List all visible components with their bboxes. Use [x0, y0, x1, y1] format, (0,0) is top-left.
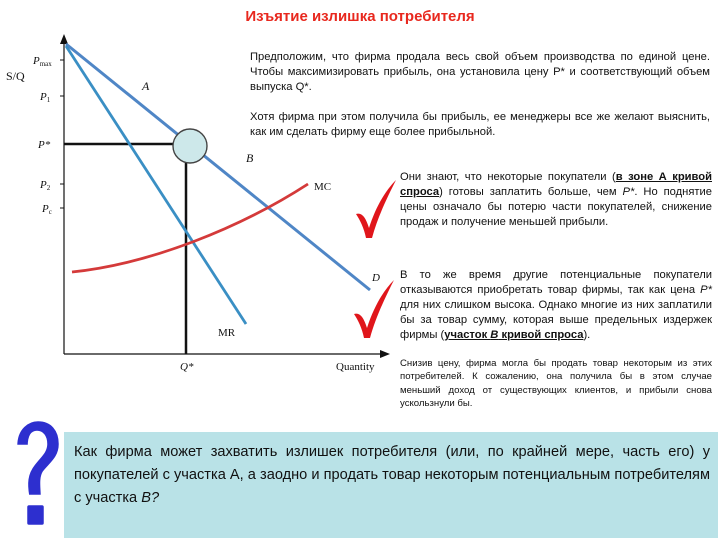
question-mark-icon [10, 418, 62, 536]
label-d: D [372, 272, 380, 284]
zone-b-highlight: участок В кривой спроса [444, 329, 584, 341]
tick-pc: Pc [42, 203, 52, 216]
paragraph-lower-price: Снизив цену, фирма могла бы продать товар некоторым из этих потребителей. К сожалению, она получила бы в этом случае меньший доход от существующих клиентов, и прибыли снова ускользнули бы. [400, 358, 712, 410]
check-mark-icon [352, 278, 396, 340]
y-axis-arrow [60, 34, 68, 44]
tick-p2: P2 [40, 179, 51, 192]
x-axis-label: Quantity [336, 361, 375, 373]
tick-pmax: Pmax [33, 55, 52, 68]
page-title: Изъятие излишка потребителя [245, 8, 475, 25]
x-axis-arrow [380, 350, 390, 358]
check-mark-icon [354, 178, 398, 240]
label-mc: MC [314, 181, 332, 193]
tick-qstar: Q* [180, 361, 194, 373]
paragraph-managers: Хотя фирма при этом получила бы прибыль, ее менеджеры все же желают выяснить, как им сделать фирму еще более прибыльной. [250, 111, 710, 138]
label-a: A [142, 79, 150, 93]
paragraph-zone-b: В то же время другие потенциальные покупатели отказываются приобретать товар фирмы, так как цена Р* для них слишком высока. Однако многие из них заплатили бы за товар сумму, которая выше предельных издержек фирмы (участок В кривой спроса). [400, 269, 712, 341]
bottom-question-box: Как фирма может захватить излишек потребителя (или, по крайней мере, часть его) у покупателей с участка А, а заодно и продать товар некоторым потенциальным потребителям с участка В? [64, 432, 718, 538]
zone-a-highlight: в зоне А кривой спроса [400, 171, 712, 198]
label-mr: MR [218, 327, 236, 339]
tick-p1: P1 [40, 91, 51, 104]
tick-pstar: P* [38, 139, 51, 151]
mc-curve [72, 184, 308, 272]
mr-curve [66, 46, 246, 324]
label-b: B [246, 151, 254, 165]
optimum-point [173, 129, 207, 163]
y-axis-label: S/Q [6, 69, 25, 83]
paragraph-intro: Предположим, что фирма продала весь свой объем производства по единой цене. Чтобы максимизировать прибыль, она установила цену Р* и соответствующий объем выпуска Q*. [250, 51, 710, 93]
paragraph-zone-a: Они знают, что некоторые покупатели (в зоне А кривой спроса) готовы заплатить больше, чем P*. Но поднятие цены означало бы потерю части покупателей, снижение продаж и получение меньшей прибыли. [400, 171, 712, 228]
